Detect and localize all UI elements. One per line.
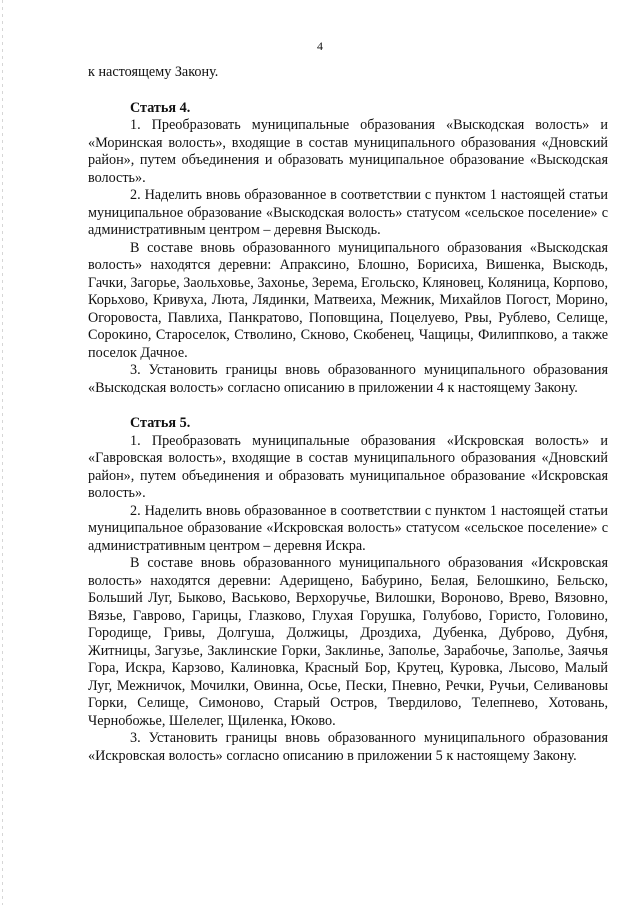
article-heading: Статья 4. — [130, 99, 191, 116]
article-paragraph: В составе вновь образованного муниципального образования «Выскодская волость» находятся деревни: Апраксино, Блошно, Борисиха, Вишенка, Выскодь, Гачки, Загорье, Заольховье, Захонье, Зерема, Егольско, Кляновец, Коляница, Корпово, Корьхово, Кривуха, Люта, Лядинки, Матвеиха, Межник, Михайлов Погост, Морино, Огоровоста, Павлиха, Панкратово, Поповщина, Поцелуево, Рвы, Рублево, Селище, Сорокино, Староселок, Стволино, Скново, Скобенец, Чащицы, Филиппково, а также поселок Дачное. — [88, 239, 608, 361]
article-5 — [88, 415, 608, 765]
continuation-line: к настоящему Закону. — [88, 64, 219, 80]
article-heading: Статья 5. — [130, 415, 191, 431]
document-body — [88, 64, 608, 765]
article-paragraph: 3. Установить границы вновь образованного муниципального образования «Искровская волость» согласно описанию в приложении 5 к настоящему Закону. — [88, 730, 608, 764]
scan-edge-artifact — [2, 0, 3, 905]
article-4 — [88, 100, 608, 398]
article-paragraph: 1. Преобразовать муниципальные образования «Выскодская волость» и «Моринская волость», входящие в состав муниципального образования «Дновский район», путем объединения и образовать муниципальное образование «Выскодская волость». — [88, 117, 608, 186]
article-paragraph: 2. Наделить вновь образованное в соответствии с пунктом 1 настоящей статьи муниципальное образование «Искровская волость» статусом «сельское поселение» с административным центром – деревня Искра. — [88, 502, 608, 554]
article-paragraph: 2. Наделить вновь образованное в соответствии с пунктом 1 настоящей статьи муниципальное образование «Выскодская волость» статусом «сельское поселение» с административным центром – деревня Выскодь. — [88, 187, 608, 238]
page-number: 4 — [317, 39, 323, 53]
article-paragraph: 3. Установить границы вновь образованного муниципального образования «Выскодская волость» согласно описанию в приложении 4 к настоящему Закону. — [88, 362, 608, 396]
article-paragraph: 1. Преобразовать муниципальные образования «Искровская волость» и «Гавровская волость», входящие в состав муниципального образования «Дновский район», путем объединения и образовать муниципальное образование «Искровская волость». — [88, 432, 608, 501]
article-paragraph: В составе вновь образованного муниципального образования «Искровская волость» находятся деревни: Адерищено, Бабурино, Белая, Белошкино, Бельско, Больший Луг, Быково, Васьково, Верхоручье, Вилошки, Вороново, Врево, Вязовно, Вязье, Гаврово, Гарицы, Глазково, Глухая Горушка, Голубово, Гористо, Головино, Городище, Гривы, Долгуша, Должицы, Дроздиха, Дубенка, Дуброво, Дубня, Житницы, Загузье, Заклинские Горки, Заклинье, Заполье, Зарабочье, Заполье, Заячья Гора, Искра, Карзово, Калиновка, Красный Бор, Крутец, Куровка, Лысово, Малый Луг, Межничок, Мочилки, Овинна, Осье, Пески, Пневно, Речки, Ручьи, Селивановы Горки, Селище, Симоново, Старый Остров, Твердилово, Телепнево, Хотовань, Чернобожье, Шелелег, Щиленка, Юково. — [88, 555, 608, 729]
